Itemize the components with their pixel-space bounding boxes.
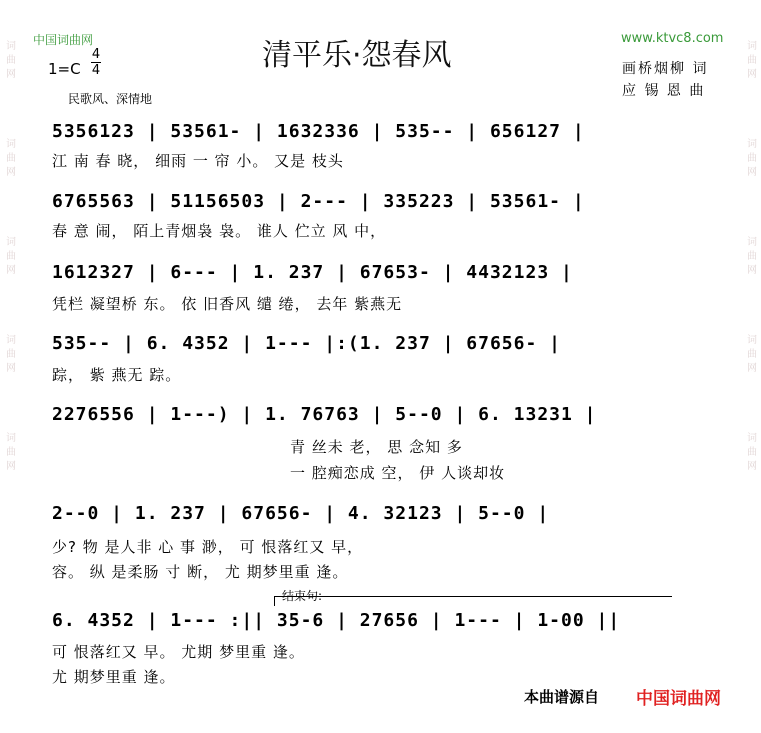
time-signature-top: 4 [91, 47, 101, 62]
notes-row-3: 1612327 | 6--- | 1. 237 | 67653- | 4432123 | [52, 262, 573, 283]
watermark-text: 词曲网 [6, 433, 16, 472]
notes-row-2: 6765563 | 51156503 | 2--- | 335223 | 53561- | [52, 191, 585, 212]
notes-row-4: 535-- | 6. 4352 | 1--- |:(1. 237 | 67656- | [52, 333, 561, 354]
watermark-text: 词曲网 [6, 41, 16, 80]
lyrics-row-7-verse-1: 可 恨落红又 早。 尤期 梦里重 逢。 [52, 643, 305, 661]
time-signature [90, 47, 102, 78]
lyrics-row-6-verse-1: 少? 物 是人非 心 事 渺， 可 恨落红又 早， [52, 538, 364, 556]
lyrics-row-7-verse-2: 尤 期梦里重 逢。 [52, 668, 176, 686]
site-name-left: 中国词曲网 [33, 33, 94, 47]
lyrics-row-5-verse-1: 青 丝未 老， 思 念知 多 [290, 438, 463, 456]
watermark-text: 词曲网 [6, 335, 16, 374]
ending-bracket-tick [274, 596, 275, 606]
lyrics-row-1: 江 南 春 晓， 细雨 一 帘 小。 又是 枝头 [52, 152, 344, 170]
watermark-left [4, 40, 18, 474]
source-site: 中国词曲网 [636, 689, 721, 709]
performance-style: 民歌风、深情地 [68, 92, 153, 106]
site-url-right: www.ktvc8.com [621, 31, 724, 46]
lyrics-row-2: 春 意 闹， 陌上青烟袅 袅。 谁人 伫立 风 中， [52, 222, 387, 240]
watermark-text: 词曲网 [747, 139, 757, 178]
lyrics-row-5-verse-2: 一 腔痴恋成 空， 伊 人谈却妆 [290, 464, 506, 482]
watermark-text: 词曲网 [747, 433, 757, 472]
lyrics-row-4: 踪， 紫 燕无 踪。 [52, 366, 182, 384]
watermark-text: 词曲网 [6, 139, 16, 178]
watermark-text: 词曲网 [747, 41, 757, 80]
lyricist-credit: 画桥烟柳 词 [622, 61, 709, 77]
song-title: 清平乐·怨春风 [262, 38, 452, 73]
key-signature: 1=C [48, 60, 81, 78]
notes-row-6: 2--0 | 1. 237 | 67656- | 4. 32123 | 5--0 | [52, 503, 550, 524]
watermark-text: 词曲网 [6, 237, 16, 276]
source-label: 本曲谱源自 [524, 688, 600, 706]
ending-bracket-line [274, 596, 672, 597]
lyrics-row-3: 凭栏 凝望桥 东。 依 旧香风 缱 绻， 去年 紫燕无 [52, 295, 403, 313]
lyrics-row-6-verse-2: 容。 纵 是柔肠 寸 断， 尤 期梦里重 逢。 [52, 563, 349, 581]
watermark-text: 词曲网 [747, 335, 757, 374]
notes-row-1: 5356123 | 53561- | 1632336 | 535-- | 656127 | [52, 121, 585, 142]
notes-row-7: 6. 4352 | 1--- :|| 35-6 | 27656 | 1--- | 1-00 || [52, 610, 621, 631]
watermark-text: 词曲网 [747, 237, 757, 276]
time-signature-bottom: 4 [91, 63, 101, 78]
ending-label: 结束句: [282, 589, 323, 603]
composer-credit: 应 锡 恩 曲 [622, 83, 706, 99]
notes-row-5: 2276556 | 1---) | 1. 76763 | 5--0 | 6. 13231 | [52, 404, 597, 425]
watermark-right [745, 40, 759, 474]
